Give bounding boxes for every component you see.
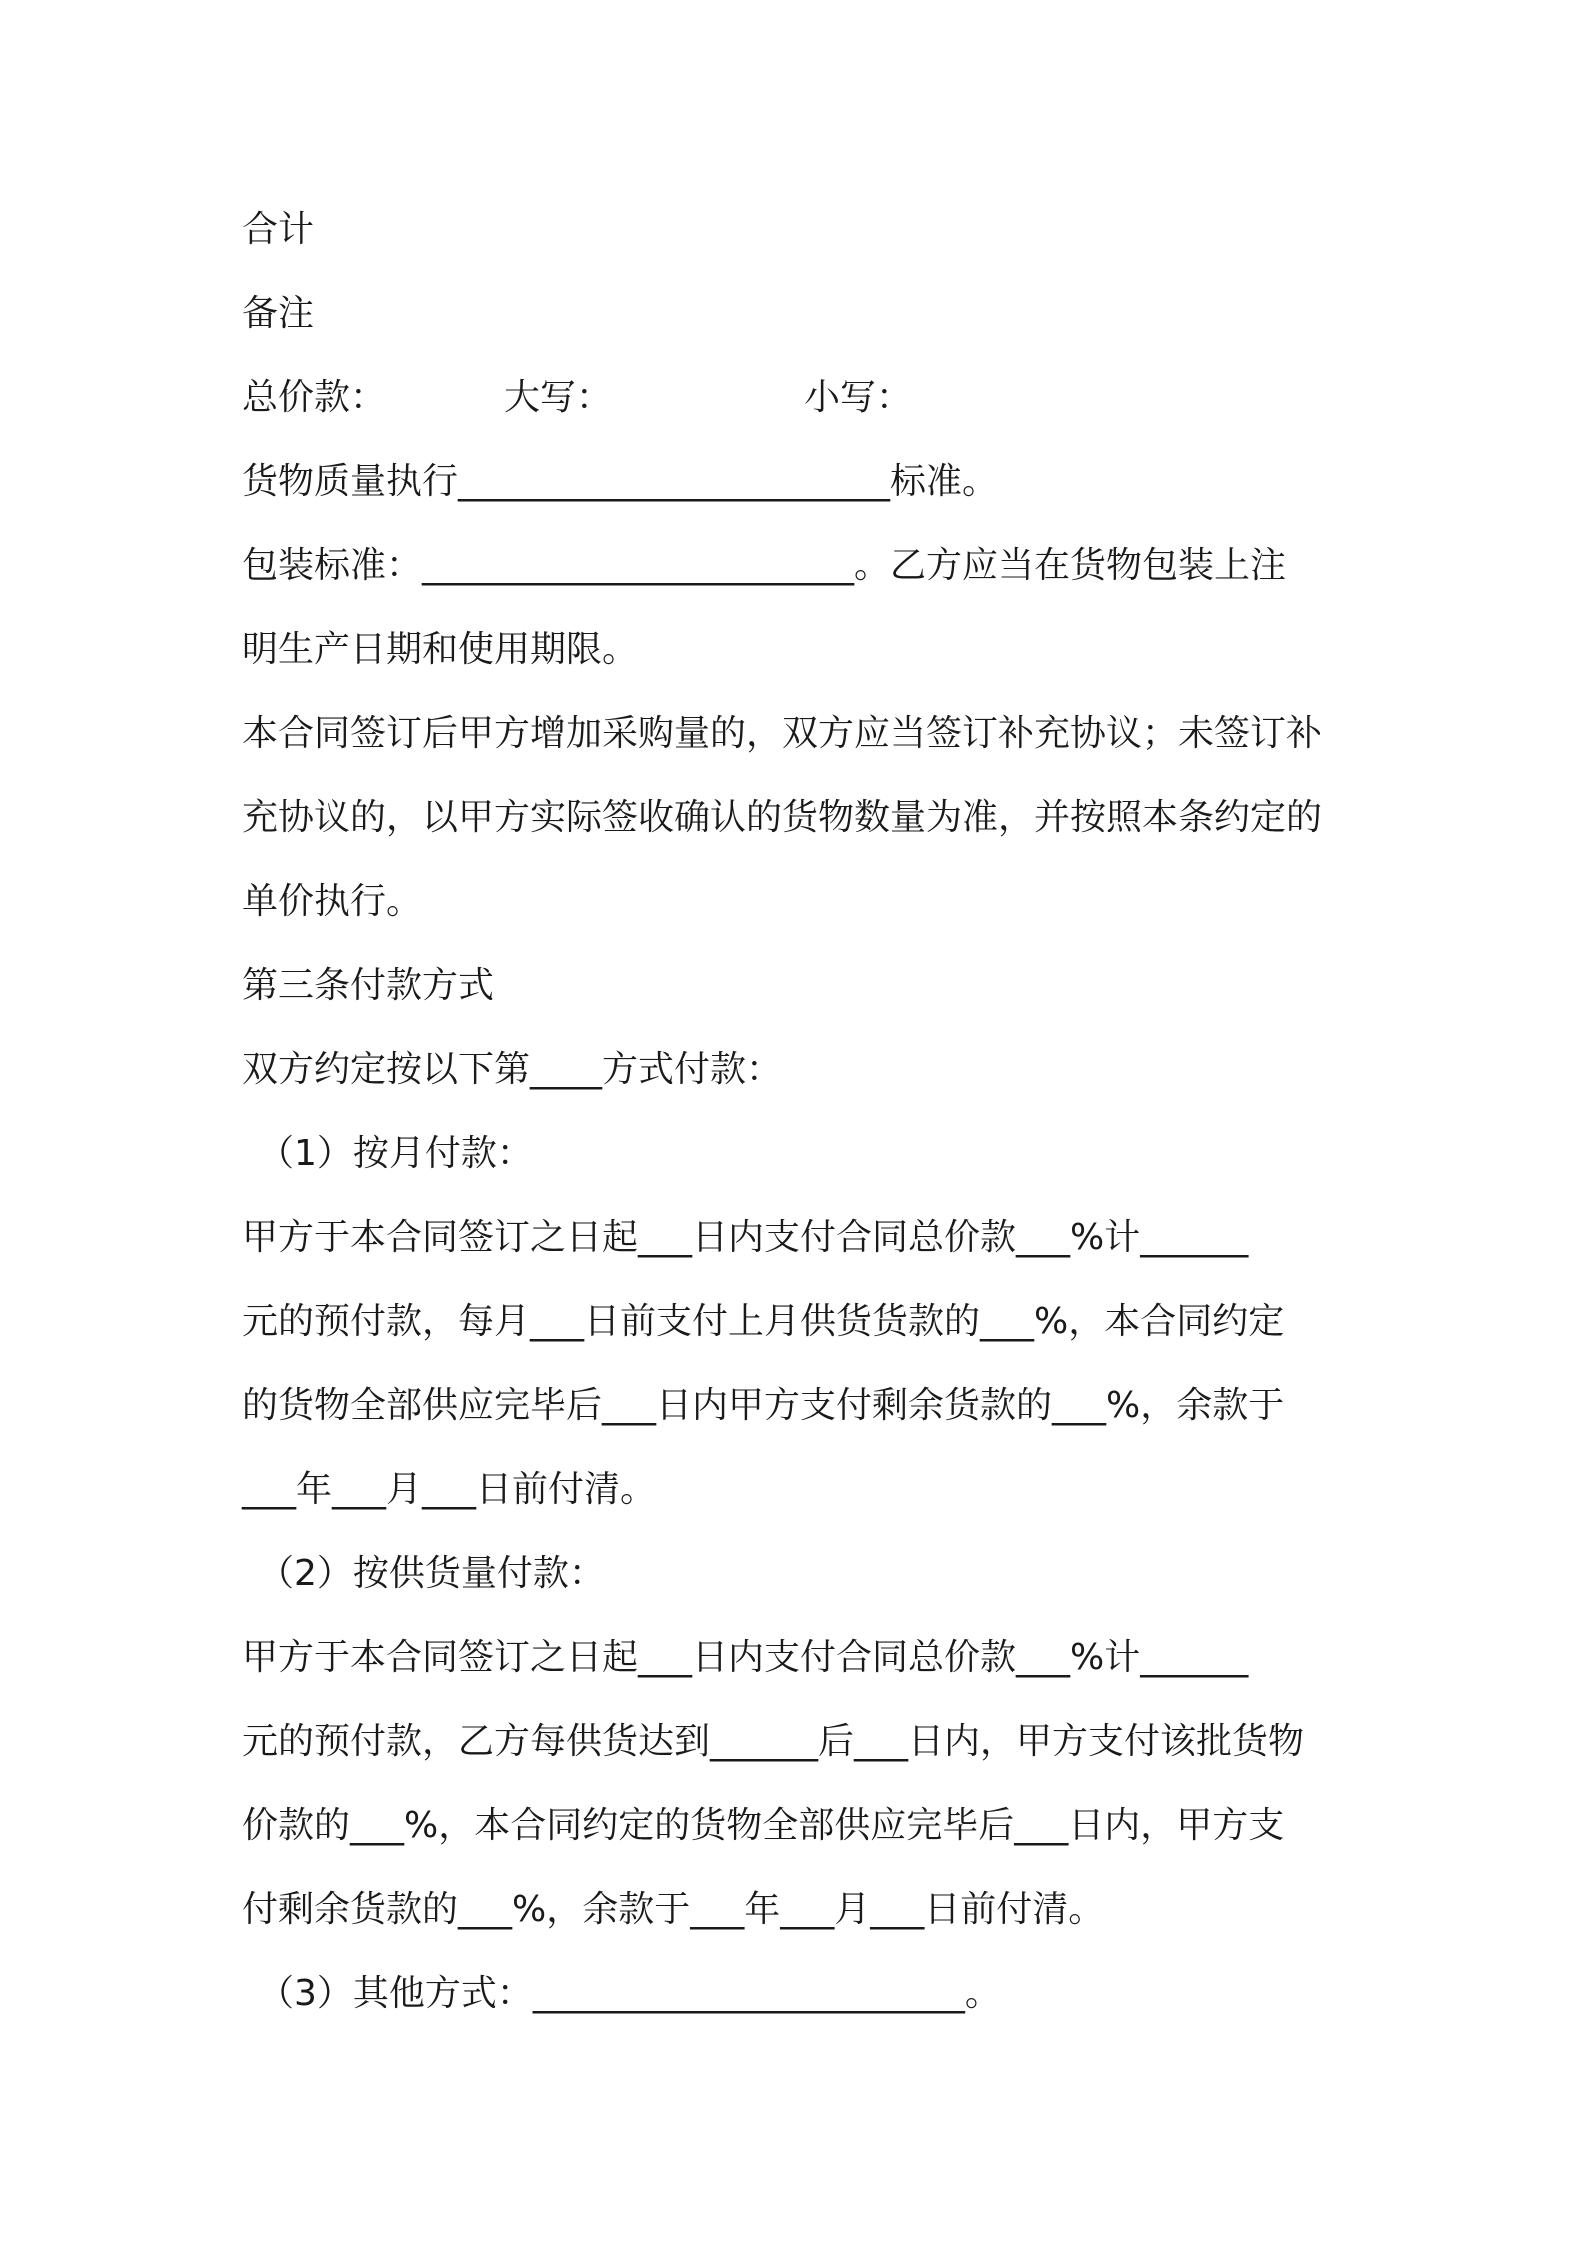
option-2-line-3: 价款的___%，本合同约定的货物全部供应完毕后___日内，甲方支: [242, 1805, 1285, 1846]
packaging-line-2: 明生产日期和使用期限。: [242, 629, 639, 670]
option-1-line-1: 甲方于本合同签订之日起___日内支付合同总价款___%计______: [242, 1217, 1249, 1258]
document-body: [242, 188, 1356, 2036]
option-1-line-2: 元的预付款，每月___日前支付上月供货货款的___%，本合同约定: [242, 1301, 1285, 1342]
option-1-line-4: ___年___月___日前付清。: [242, 1469, 657, 1510]
option-2-line-2: 元的预付款，乙方每供货达到______后___日内，甲方支付该批货物: [242, 1721, 1305, 1762]
packaging-line-1: 包装标准：________________________。乙方应当在货物包装上注: [242, 545, 1287, 586]
supplement-line-3: 单价执行。: [242, 881, 423, 922]
supplement-line-1: 本合同签订后甲方增加采购量的，双方应当签订补充协议；未签订补: [242, 713, 1323, 754]
heading-total: 合计: [242, 209, 315, 250]
option-1-line-3: 的货物全部供应完毕后___日内甲方支付剩余货款的___%，余款于: [242, 1385, 1285, 1426]
option-2-line-1: 甲方于本合同签订之日起___日内支付合同总价款___%计______: [242, 1637, 1249, 1678]
option-2-line-4: 付剩余货款的___%，余款于___年___月___日前付清。: [242, 1889, 1105, 1930]
option-1-title: （1）按月付款：: [258, 1133, 533, 1174]
total-price-label: 总价款：: [242, 377, 387, 418]
article-3-title: 第三条付款方式: [242, 965, 495, 1006]
supplement-line-2: 充协议的，以甲方实际签收确认的货物数量为准，并按照本条约定的: [242, 797, 1323, 838]
total-price-row: [242, 356, 1356, 440]
uppercase-amount-label: 大写：: [504, 377, 613, 418]
payment-choice-line: 双方约定按以下第____方式付款：: [242, 1049, 783, 1090]
option-3-line: （3）其他方式：________________________。: [258, 1973, 1001, 2014]
heading-remark: 备注: [242, 293, 315, 334]
option-2-title: （2）按供货量付款：: [258, 1553, 605, 1594]
lowercase-amount-label: 小写：: [804, 377, 913, 418]
quality-standard-line: 货物质量执行________________________标准。: [242, 461, 999, 502]
